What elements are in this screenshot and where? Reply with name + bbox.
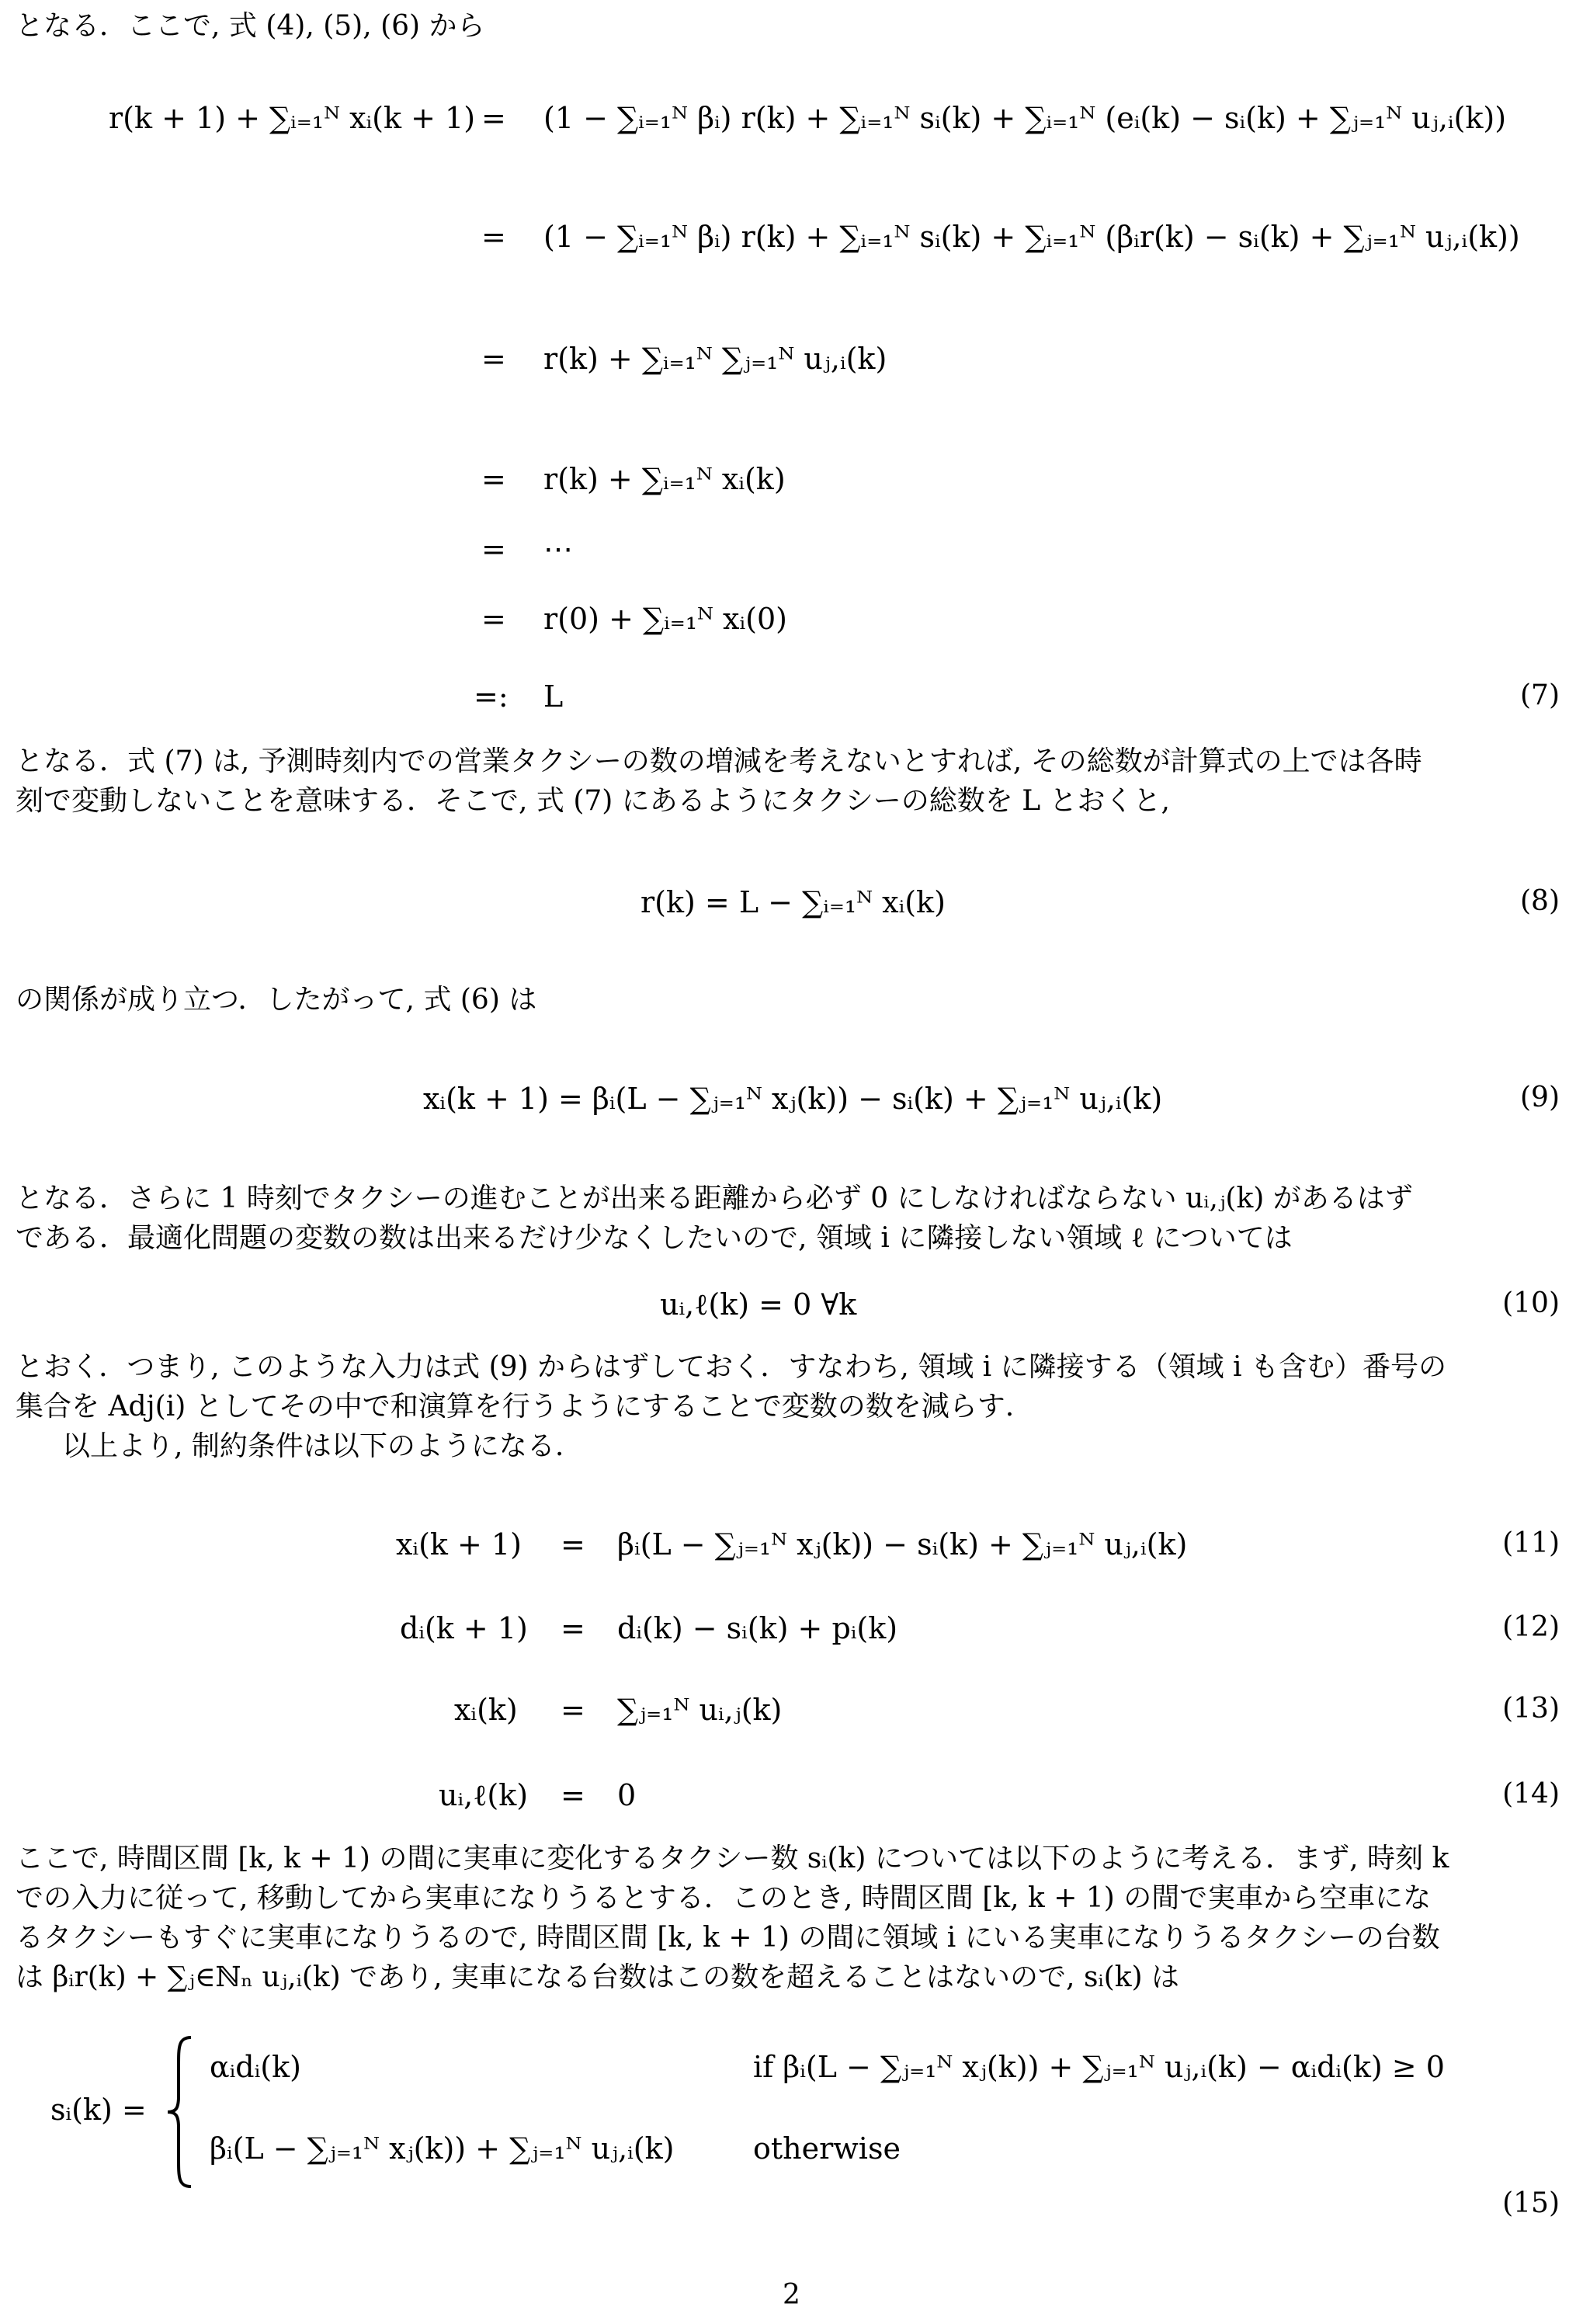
eq7-rel-1: = bbox=[481, 101, 506, 135]
para4-line1: となる．さらに 1 時刻でタクシーの進むことが出来る距離から必ず 0 にしなければならない uᵢ,ⱼ(k) があるはず bbox=[16, 1183, 1413, 1214]
para5-line1: とおく．つまり, このような入力は式 (9) からはずしておく．すなわち, 領域 i に隣接する（領域 i も含む）番号の bbox=[16, 1351, 1447, 1383]
eq7-rel-5: = bbox=[481, 532, 506, 566]
para5-line2: 集合を Adj(i) としてその中で和演算を行うようにすることで変数の数を減らす. bbox=[16, 1391, 1015, 1423]
eq15-case1-cond: if βᵢ(L − ∑ⱼ₌₁ᴺ xⱼ(k)) + ∑ⱼ₌₁ᴺ uⱼ,ᵢ(k) − αᵢdᵢ(k) ≥ 0 bbox=[753, 2050, 1445, 2084]
eq13-number: (13) bbox=[1502, 1693, 1560, 1725]
para6-line1: ここで, 時間区間 [k, k + 1) の間に実車に変化するタクシー数 sᵢ(k) については以下のように考える．まず, 時刻 k bbox=[16, 1843, 1449, 1874]
eq7-line-2: (1 − ∑ᵢ₌₁ᴺ βᵢ) r(k) + ∑ᵢ₌₁ᴺ sᵢ(k) + ∑ᵢ₌₁ᴺ (βᵢr(k) − sᵢ(k) + ∑ⱼ₌₁ᴺ uⱼ,ᵢ(k)) bbox=[543, 220, 1520, 254]
eq7-line-6: r(0) + ∑ᵢ₌₁ᴺ xᵢ(0) bbox=[543, 602, 787, 636]
eq7-number: (7) bbox=[1520, 679, 1560, 711]
eq15-number: (15) bbox=[1502, 2187, 1560, 2219]
eq14-rhs: 0 bbox=[617, 1778, 637, 1812]
eq7-rel-2: = bbox=[481, 220, 506, 254]
eq9: xᵢ(k + 1) = βᵢ(L − ∑ⱼ₌₁ᴺ xⱼ(k)) − sᵢ(k) + ∑ⱼ₌₁ᴺ uⱼ,ᵢ(k) bbox=[423, 1082, 1163, 1116]
para6-line4: は βᵢr(k) + ∑ⱼ∈ℕₙ uⱼ,ᵢ(k) であり, 実車になる台数はこの数を超えることはないので, sᵢ(k) は bbox=[16, 1961, 1180, 1993]
para5-line3: 以上より, 制約条件は以下のようになる. bbox=[62, 1430, 564, 1462]
eq12-number: (12) bbox=[1502, 1611, 1560, 1643]
eq7-lhs: r(k + 1) + ∑ᵢ₌₁ᴺ xᵢ(k + 1) bbox=[109, 101, 476, 135]
eq10-number: (10) bbox=[1502, 1287, 1560, 1319]
eq11-number: (11) bbox=[1502, 1527, 1560, 1559]
para3: の関係が成り立つ．したがって, 式 (6) は bbox=[16, 984, 537, 1016]
eq14-lhs: uᵢ,ℓ(k) bbox=[439, 1778, 529, 1812]
eq7-line-1: (1 − ∑ᵢ₌₁ᴺ βᵢ) r(k) + ∑ᵢ₌₁ᴺ sᵢ(k) + ∑ᵢ₌₁ᴺ (eᵢ(k) − sᵢ(k) + ∑ⱼ₌₁ᴺ uⱼ,ᵢ(k)) bbox=[543, 101, 1507, 135]
eq14-number: (14) bbox=[1502, 1778, 1560, 1810]
eq7-line-3: r(k) + ∑ᵢ₌₁ᴺ ∑ⱼ₌₁ᴺ uⱼ,ᵢ(k) bbox=[543, 342, 887, 376]
eq7-rel-3: = bbox=[481, 342, 506, 376]
eq9-number: (9) bbox=[1520, 1082, 1560, 1113]
eq11-lhs: xᵢ(k + 1) bbox=[396, 1527, 522, 1561]
eq7-rel-last: =: bbox=[474, 679, 509, 714]
eq7-rel-6: = bbox=[481, 602, 506, 636]
eq15-case2-cond: otherwise bbox=[753, 2131, 901, 2166]
eq13-lhs: xᵢ(k) bbox=[454, 1693, 518, 1727]
eq15-case2-expr: βᵢ(L − ∑ⱼ₌₁ᴺ xⱼ(k)) + ∑ⱼ₌₁ᴺ uⱼ,ᵢ(k) bbox=[210, 2131, 675, 2166]
left-brace-icon bbox=[165, 2034, 196, 2190]
para6-line2: での入力に従って, 移動してから実車になりうるとする．このとき, 時間区間 [k, k + 1) の間で実車から空車にな bbox=[16, 1882, 1432, 1914]
para2-line1: となる．式 (7) は, 予測時刻内での営業タクシーの数の増減を考えないとすれば, その総数が計算式の上では各時 bbox=[16, 745, 1422, 777]
eq12-rhs: dᵢ(k) − sᵢ(k) + pᵢ(k) bbox=[617, 1611, 898, 1645]
eq13-rhs: ∑ⱼ₌₁ᴺ uᵢ,ⱼ(k) bbox=[617, 1693, 783, 1727]
intro-text: となる．ここで, 式 (4), (5), (6) から bbox=[16, 10, 485, 42]
eq8: r(k) = L − ∑ᵢ₌₁ᴺ xᵢ(k) bbox=[640, 885, 946, 919]
eq15-lhs: sᵢ(k) = bbox=[50, 2093, 147, 2127]
para4-line2: である．最適化問題の変数の数は出来るだけ少なくしたいので, 領域 i に隣接しない領域 ℓ については bbox=[16, 1222, 1293, 1254]
eq7-line-7: L bbox=[543, 679, 564, 714]
eq15-case1-expr: αᵢdᵢ(k) bbox=[210, 2050, 301, 2084]
para2-line2: 刻で変動しないことを意味する．そこで, 式 (7) にあるようにタクシーの総数を L とおくと, bbox=[16, 785, 1171, 817]
eq12-lhs: dᵢ(k + 1) bbox=[400, 1611, 528, 1645]
eq11-rhs: βᵢ(L − ∑ⱼ₌₁ᴺ xⱼ(k)) − sᵢ(k) + ∑ⱼ₌₁ᴺ uⱼ,ᵢ(k) bbox=[617, 1527, 1188, 1561]
eq8-number: (8) bbox=[1520, 885, 1560, 917]
para6-line3: るタクシーもすぐに実車になりうるので, 時間区間 [k, k + 1) の間に領域 i にいる実車になりうるタクシーの台数 bbox=[16, 1922, 1440, 1954]
eq7-line-4: r(k) + ∑ᵢ₌₁ᴺ xᵢ(k) bbox=[543, 462, 786, 496]
eq7-line-5: ⋯ bbox=[543, 532, 573, 566]
page-number: 2 bbox=[783, 2279, 800, 2311]
eq10: uᵢ,ℓ(k) = 0 ∀k bbox=[660, 1287, 857, 1322]
eq7-rel-4: = bbox=[481, 462, 506, 496]
